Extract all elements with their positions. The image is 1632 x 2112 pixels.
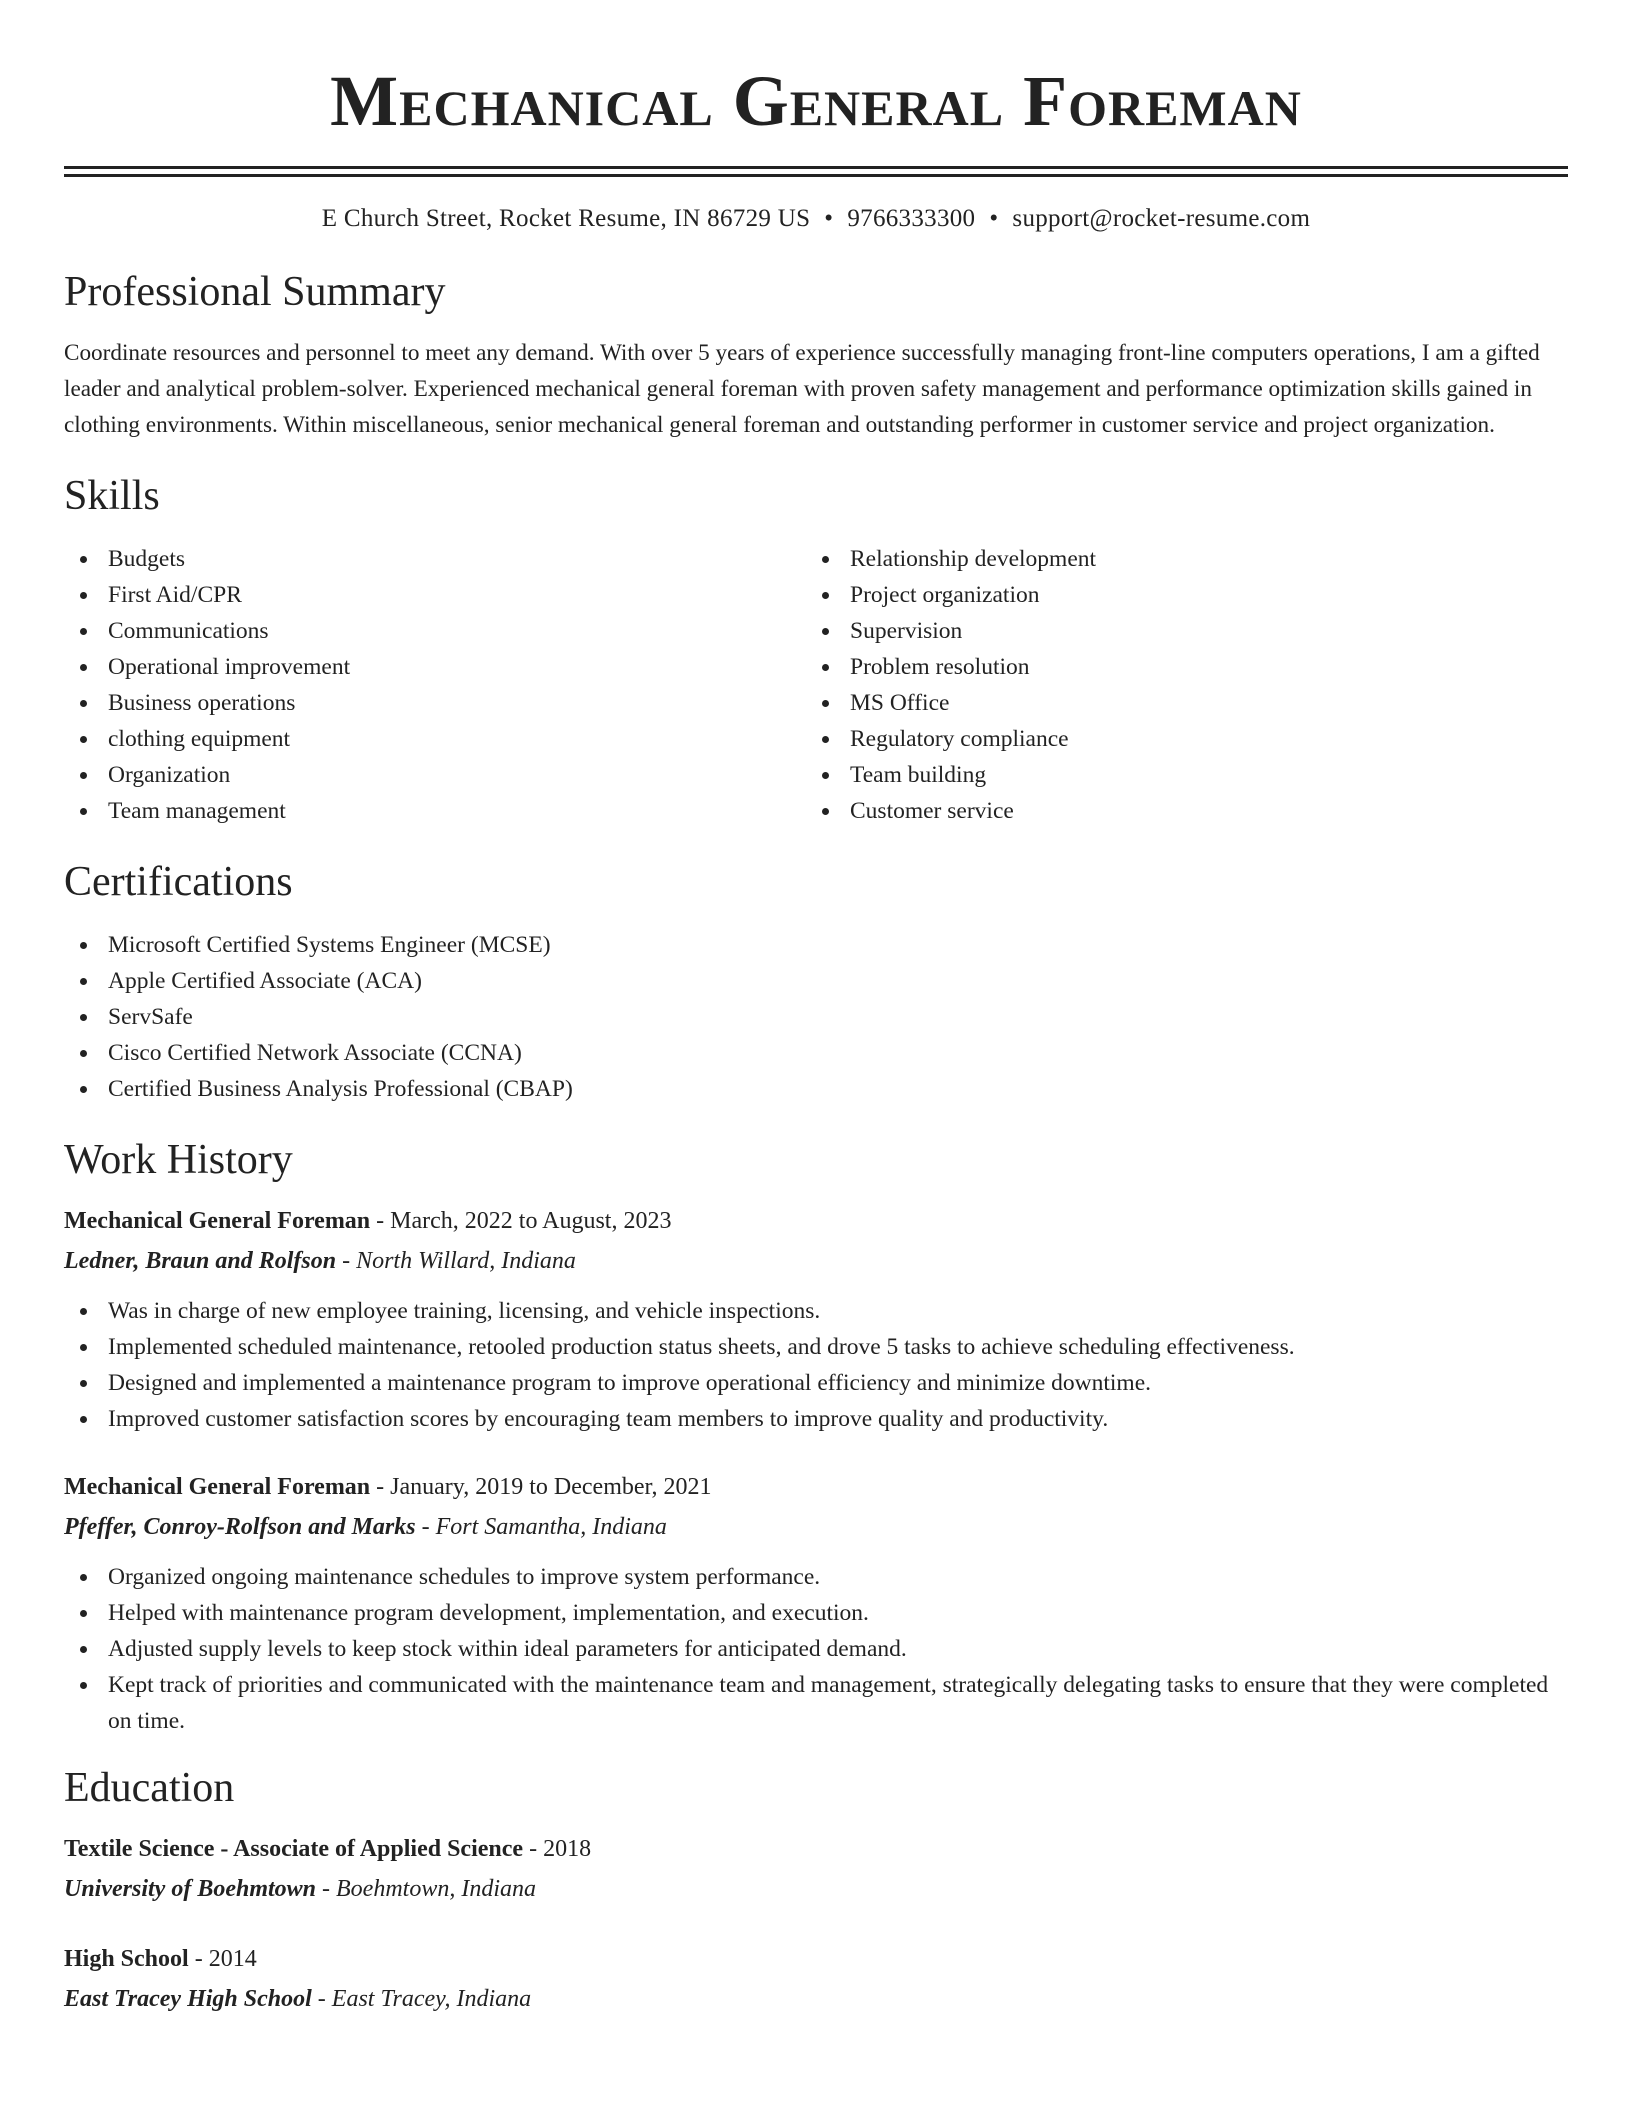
skill-item: Communications <box>64 613 806 649</box>
certification-item: Certified Business Analysis Professional (CBAP) <box>64 1071 1568 1107</box>
job-heading: Mechanical General Foreman - March, 2022 to August, 2023 <box>64 1208 672 1234</box>
job-heading: Mechanical General Foreman - January, 2019 to December, 2021 <box>64 1474 712 1500</box>
skill-item: Relationship development <box>806 541 1548 577</box>
job-duty-item: Organized ongoing maintenance schedules to improve system performance. <box>64 1559 1568 1595</box>
skill-item: First Aid/CPR <box>64 577 806 613</box>
header-double-rule <box>64 166 1568 177</box>
job-location: Fort Samantha, Indiana <box>435 1514 667 1540</box>
skill-item: Supervision <box>806 613 1548 649</box>
skills-section <box>64 471 1568 829</box>
job-employer-line: Pfeffer, Conroy-Rolfson and Marks - Fort Samantha, Indiana <box>64 1514 667 1540</box>
skill-item: Team management <box>64 793 806 829</box>
contact-email: support@rocket-resume.com <box>1012 205 1311 232</box>
job-dates: January, 2019 to December, 2021 <box>390 1474 712 1500</box>
certification-item: Cisco Certified Network Associate (CCNA) <box>64 1035 1568 1071</box>
education-heading: Textile Science - Associate of Applied Science - 2018 <box>64 1836 592 1862</box>
education-degree: Textile Science - Associate of Applied Science <box>64 1836 524 1862</box>
job-duty-item: Kept track of priorities and communicated with the maintenance team and management, strategically delegating tasks to ensure that they were completed on time. <box>64 1667 1568 1739</box>
skill-item: Team building <box>806 757 1548 793</box>
section-title-education: Education <box>64 1765 235 1811</box>
certification-item: Microsoft Certified Systems Engineer (MCSE) <box>64 927 1568 963</box>
education-school-line: University of Boehmtown - Boehmtown, Indiana <box>64 1876 536 1902</box>
contact-address: E Church Street, Rocket Resume, IN 86729 US <box>321 205 811 232</box>
contact-phone: 9766333300 <box>847 205 976 232</box>
professional-summary-section <box>64 267 1568 443</box>
section-title-skills: Skills <box>64 473 160 519</box>
job-company: Ledner, Braun and Rolfson <box>64 1248 337 1274</box>
certification-item: ServSafe <box>64 999 1568 1035</box>
section-title-certifications: Certifications <box>64 859 293 905</box>
skill-item: Business operations <box>64 685 806 721</box>
education-entry <box>64 1939 1568 2019</box>
education-degree: High School <box>64 1946 189 1972</box>
job-duties-list <box>64 1559 1568 1739</box>
job-entry <box>64 1201 1568 1437</box>
skill-item: MS Office <box>806 685 1548 721</box>
education-location: Boehmtown, Indiana <box>336 1876 536 1902</box>
skill-item: clothing equipment <box>64 721 806 757</box>
skill-item: Regulatory compliance <box>806 721 1548 757</box>
education-school: East Tracey High School <box>64 1986 312 2012</box>
education-section <box>64 1763 1568 2019</box>
job-title: Mechanical General Foreman <box>64 1474 371 1500</box>
summary-text: Coordinate resources and personnel to meet any demand. With over 5 years of experience successfully managing front-line computers operations, I am a gifted leader and analytical problem-solver. Experienced mechanical general foreman with proven safety management and performance optimization skills gained in clothing environments. Within miscellaneous, senior mechanical general foreman and outstanding performer in customer service and project organization. <box>64 340 1540 438</box>
skill-item: Problem resolution <box>806 649 1548 685</box>
candidate-name: Mechanical General Foreman <box>330 61 1302 141</box>
education-heading: High School - 2014 <box>64 1946 257 1972</box>
job-duty-item: Improved customer satisfaction scores by encouraging team members to improve quality and productivity. <box>64 1401 1568 1437</box>
skill-item: Operational improvement <box>64 649 806 685</box>
section-title-work-history: Work History <box>64 1137 293 1183</box>
education-entry <box>64 1829 1568 1909</box>
job-dates: March, 2022 to August, 2023 <box>390 1208 672 1234</box>
job-duty-item: Was in charge of new employee training, licensing, and vehicle inspections. <box>64 1293 1568 1329</box>
job-duty-item: Designed and implemented a maintenance program to improve operational efficiency and minimize downtime. <box>64 1365 1568 1401</box>
section-title-summary: Professional Summary <box>64 269 446 315</box>
skill-item: Budgets <box>64 541 806 577</box>
certification-item: Apple Certified Associate (ACA) <box>64 963 1568 999</box>
job-duties-list <box>64 1293 1568 1437</box>
contact-separator: • <box>989 205 999 232</box>
contact-separator: • <box>824 205 834 232</box>
work-history-section <box>64 1135 1568 1739</box>
skills-column-right <box>806 541 1548 829</box>
job-duty-item: Implemented scheduled maintenance, retooled production status sheets, and drove 5 tasks to achieve scheduling effectiveness. <box>64 1329 1568 1365</box>
skill-item: Organization <box>64 757 806 793</box>
skill-item: Project organization <box>806 577 1548 613</box>
job-entry <box>64 1467 1568 1739</box>
education-school: University of Boehmtown <box>64 1876 317 1902</box>
skills-column-left <box>64 541 806 829</box>
certifications-list <box>64 927 1568 1107</box>
certifications-section <box>64 857 1568 1107</box>
job-duty-item: Adjusted supply levels to keep stock within ideal parameters for anticipated demand. <box>64 1631 1568 1667</box>
skills-grid <box>64 541 1568 829</box>
education-school-line: East Tracey High School - East Tracey, Indiana <box>64 1986 532 2012</box>
job-employer-line: Ledner, Braun and Rolfson - North Willard, Indiana <box>64 1248 576 1274</box>
job-title: Mechanical General Foreman <box>64 1208 371 1234</box>
job-location: North Willard, Indiana <box>356 1248 576 1274</box>
job-duty-item: Helped with maintenance program development, implementation, and execution. <box>64 1595 1568 1631</box>
education-location: East Tracey, Indiana <box>331 1986 532 2012</box>
contact-line <box>64 203 1568 235</box>
job-company: Pfeffer, Conroy-Rolfson and Marks <box>64 1514 416 1540</box>
education-year: 2014 <box>208 1946 257 1972</box>
education-year: 2018 <box>543 1836 592 1862</box>
skill-item: Customer service <box>806 793 1548 829</box>
